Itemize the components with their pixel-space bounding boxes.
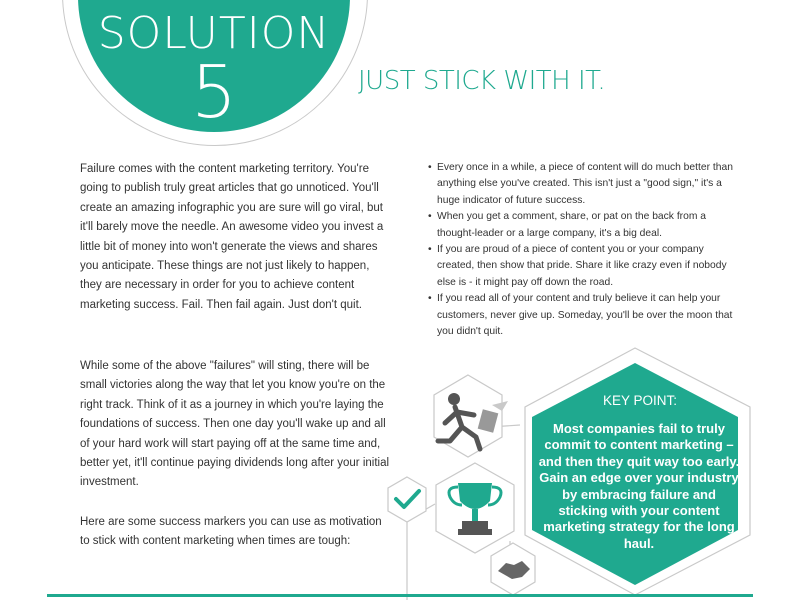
list-item bbox=[428, 291, 738, 340]
bullet-marker: • bbox=[428, 211, 432, 223]
body-paragraph-1: Failure comes with the content marketing territory. You're going to publish truly great articles that go unnoticed. You'll create an amazing infographic you are sure will go viral, but it'll barely move the needle. An awesome video you invest a little bit of money into won't generate the views and shares you anticipate. These things are not just likely to happen, they are necessary in order for you to achieve content marketing success. Fail. Then fail again. Just don't quit. bbox=[80, 163, 384, 311]
list-item bbox=[428, 209, 738, 242]
list-item-text: If you are proud of a piece of content you or your company created, then show that pride. Share it like crazy even if nobody else is - it might pay off down the road. bbox=[437, 244, 727, 288]
list-item bbox=[428, 242, 738, 291]
list-item-text: Every once in a while, a piece of content will do much better than anything else you've created. This isn't just a "good sign," it's a huge indicator of future success. bbox=[437, 162, 733, 206]
trophy-icon bbox=[436, 463, 514, 553]
success-markers-list bbox=[428, 160, 738, 340]
list-item-text: When you get a comment, share, or pat on the back from a thought-leader or a large company, it's a big deal. bbox=[437, 211, 707, 239]
running-figure-icon bbox=[434, 375, 508, 457]
bullet-marker: • bbox=[428, 293, 432, 305]
body-paragraph-3: Here are some success markers you can use as motivation to stick with content marketing when times are tough: bbox=[80, 516, 382, 548]
list-item bbox=[428, 160, 738, 209]
handshake-icon bbox=[491, 543, 535, 595]
key-point-title: KEY POINT: bbox=[602, 393, 678, 408]
bullet-marker: • bbox=[428, 162, 432, 173]
key-point-text: Most companies fail to truly commit to content marketing – and then they quit way too early. Gain an edge over your industry by embracing failure and sticking with your content marketing strategy for the long haul. bbox=[538, 421, 740, 551]
solution-number: 5 bbox=[191, 50, 237, 134]
list-item-text: If you read all of your content and truly believe it can help your customers, never give up. Someday, you'll be over the moon that you didn't quit. bbox=[437, 293, 733, 338]
section-subtitle: JUST STICK WITH IT. bbox=[358, 66, 606, 96]
bottom-divider bbox=[47, 594, 753, 597]
checkmark-icon bbox=[388, 477, 426, 522]
bullet-marker: • bbox=[428, 244, 432, 256]
body-paragraph-2: While some of the above "failures" will sting, there will be small victories along the way that let you know you're on the right track. Think of it as a journey in which you're laying the foundations of success. Then one day you'll wake up and all of your hard work will start paying off at the same time and, better yet, it'll continue paying dividends long after your initial investment. bbox=[80, 360, 390, 489]
solution-heading: SOLUTION bbox=[97, 8, 331, 59]
